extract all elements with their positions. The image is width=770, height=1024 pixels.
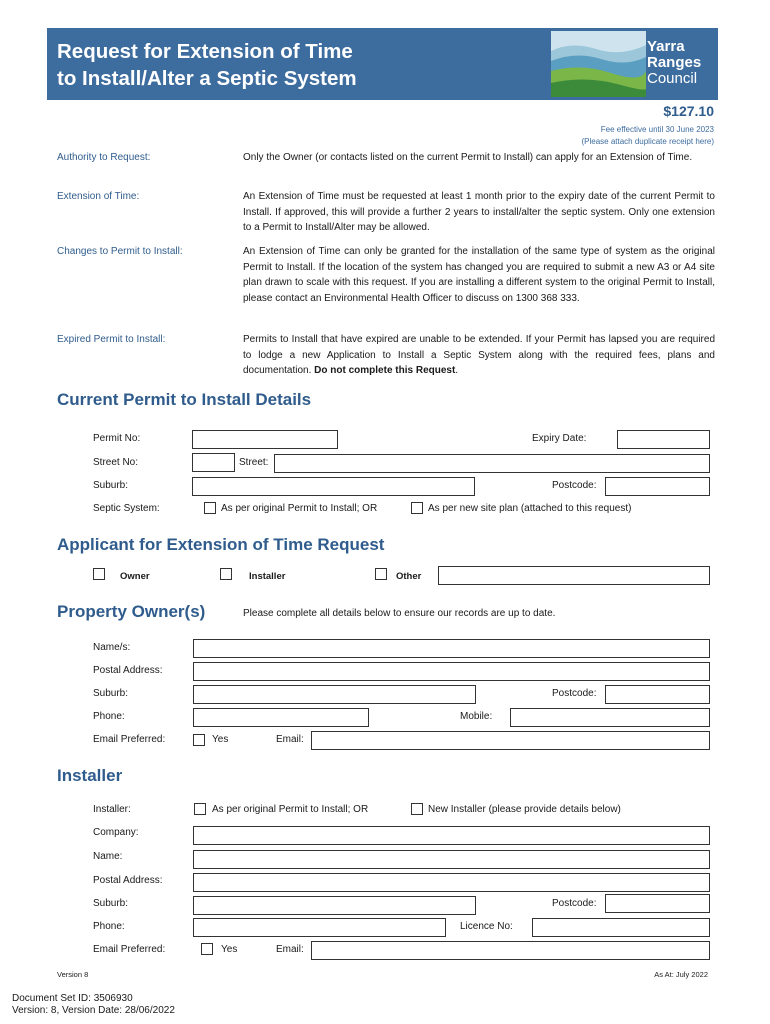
suburb-input[interactable] bbox=[192, 477, 475, 496]
installer-heading: Installer bbox=[57, 766, 123, 785]
owner-mobile-input[interactable] bbox=[510, 708, 710, 727]
document-version: Version: 8, Version Date: 28/06/2022 bbox=[12, 1005, 175, 1016]
installer-email-input[interactable] bbox=[311, 941, 710, 960]
suburb-label: Suburb: bbox=[93, 480, 129, 491]
licence-input[interactable] bbox=[532, 918, 710, 937]
title-line-2: to Install/Alter a Septic System bbox=[57, 67, 357, 90]
logo-text bbox=[647, 39, 701, 87]
owner-suburb-label: Suburb: bbox=[93, 688, 129, 699]
property-owner-heading: Property Owner(s) bbox=[57, 602, 206, 621]
expired-label: Expired Permit to Install: bbox=[57, 334, 166, 345]
licence-label: Licence No: bbox=[460, 921, 513, 932]
as-at-label: As At: July 2022 bbox=[654, 970, 708, 979]
permit-no-input[interactable] bbox=[192, 430, 338, 449]
owner-names-label: Name/s: bbox=[93, 642, 131, 653]
owner-email-input[interactable] bbox=[311, 731, 710, 750]
installer-checkbox[interactable] bbox=[220, 568, 232, 580]
fee-note-receipt: (Please attach duplicate receipt here) bbox=[581, 137, 714, 146]
expired-text: Permits to Install that have expired are unable to be extended. If your Permit has lapsed you are required to lodge a new Application to Install a Septic System along with the required fees, plans and documentation. Do not complete this Request. bbox=[243, 334, 715, 376]
installer-email-label: Email: bbox=[276, 944, 304, 955]
installer-name-input[interactable] bbox=[193, 850, 710, 869]
installer-email-pref-label: Email Preferred: bbox=[93, 944, 166, 955]
installer-name-label: Name: bbox=[93, 851, 123, 862]
extension-label: Extension of Time: bbox=[57, 191, 140, 202]
installer-postal-label: Postal Address: bbox=[93, 875, 163, 886]
installer-postcode-input[interactable] bbox=[605, 894, 710, 913]
logo-text-ranges: Ranges bbox=[647, 54, 702, 71]
installer-suburb-label: Suburb: bbox=[93, 898, 129, 909]
owner-email-label: Email: bbox=[276, 734, 304, 745]
council-logo bbox=[551, 31, 713, 97]
owner-checkbox[interactable] bbox=[93, 568, 105, 580]
other-checkbox[interactable] bbox=[375, 568, 387, 580]
installer-label: Installer bbox=[249, 571, 286, 582]
fee-note-effective: Fee effective until 30 June 2023 bbox=[600, 125, 714, 134]
owner-label: Owner bbox=[120, 571, 150, 582]
installer-email-yes-label: Yes bbox=[221, 944, 238, 955]
installer-email-yes-checkbox[interactable] bbox=[201, 943, 213, 955]
document-set-id: Document Set ID: 3506930 bbox=[12, 993, 133, 1004]
expiry-date-label: Expiry Date: bbox=[532, 433, 587, 444]
installer-postcode-label: Postcode: bbox=[552, 898, 597, 909]
septic-original-label: As per original Permit to Install; OR bbox=[221, 503, 378, 514]
installer-suburb-input[interactable] bbox=[193, 896, 476, 915]
owner-phone-input[interactable] bbox=[193, 708, 369, 727]
authority-text: Only the Owner (or contacts listed on the current Permit to Install) can apply for an Extension of Time. bbox=[243, 152, 693, 163]
owner-suburb-input[interactable] bbox=[193, 685, 476, 704]
page-title bbox=[57, 38, 357, 92]
owner-postcode-label: Postcode: bbox=[552, 688, 597, 699]
street-label: Street: bbox=[239, 457, 269, 468]
street-no-input[interactable] bbox=[192, 453, 235, 472]
owner-names-input[interactable] bbox=[193, 639, 710, 658]
current-permit-heading: Current Permit to Install Details bbox=[57, 390, 312, 409]
fee-note bbox=[581, 124, 714, 148]
installer-original-checkbox[interactable] bbox=[194, 803, 206, 815]
company-input[interactable] bbox=[193, 826, 710, 845]
title-line-1: Request for Extension of Time bbox=[57, 40, 353, 63]
property-owner-note: Please complete all details below to ensure our records are up to date. bbox=[243, 608, 556, 619]
expiry-date-input[interactable] bbox=[617, 430, 710, 449]
applicant-heading: Applicant for Extension of Time Request bbox=[57, 535, 385, 554]
owner-postal-label: Postal Address: bbox=[93, 665, 163, 676]
expired-text-body: Permits to Install that have expired are unable to be extended. If your Permit has lapsed you are required to lodge a new Application to Install a Septic System along with the required fees, plans and documentation. bbox=[243, 334, 715, 376]
installer-label-row: Installer: bbox=[93, 804, 131, 815]
installer-original-label: As per original Permit to Install; OR bbox=[212, 804, 369, 815]
septic-system-label: Septic System: bbox=[93, 503, 160, 514]
other-label: Other bbox=[396, 571, 422, 582]
septic-original-checkbox[interactable] bbox=[204, 502, 216, 514]
owner-email-yes-checkbox[interactable] bbox=[193, 734, 205, 746]
company-label: Company: bbox=[93, 827, 139, 838]
street-input[interactable] bbox=[274, 454, 710, 473]
installer-new-label: New Installer (please provide details below) bbox=[428, 804, 621, 815]
expired-text-bold: Do not complete this Request bbox=[314, 365, 456, 376]
version-label: Version 8 bbox=[57, 970, 89, 979]
installer-postal-input[interactable] bbox=[193, 873, 710, 892]
installer-phone-label: Phone: bbox=[93, 921, 125, 932]
owner-postcode-input[interactable] bbox=[605, 685, 710, 704]
owner-mobile-label: Mobile: bbox=[460, 711, 493, 722]
owner-postal-input[interactable] bbox=[193, 662, 710, 681]
logo-text-council: Council bbox=[647, 70, 698, 87]
installer-new-checkbox[interactable] bbox=[411, 803, 423, 815]
septic-new-plan-checkbox[interactable] bbox=[411, 502, 423, 514]
postcode-label: Postcode: bbox=[552, 480, 597, 491]
document-id bbox=[12, 993, 175, 1017]
owner-email-pref-label: Email Preferred: bbox=[93, 734, 166, 745]
installer-phone-input[interactable] bbox=[193, 918, 446, 937]
fee-amount: $127.10 bbox=[663, 103, 714, 119]
changes-text: An Extension of Time can only be granted for the installation of the same type of system as the original Permit to Install. If the location of the system has changed you are required to submit a new A3 or A4 site plan drawn to scale with this request. If you are installing a different system to the original Permit to Install, please contact an Environmental Health Officer to discuss on 1300 368 333. bbox=[243, 246, 715, 304]
header-banner bbox=[47, 28, 718, 100]
logo-text-yarra: Yarra bbox=[647, 38, 685, 55]
authority-label: Authority to Request: bbox=[57, 152, 151, 163]
extension-text: An Extension of Time must be requested at least 1 month prior to the expiry date of the current Permit to Install. If approved, this will provide a further 2 years to install/alter the septic system. Only one extension to a Permit to Install/Alter may be allowed. bbox=[243, 191, 715, 233]
changes-label: Changes to Permit to Install: bbox=[57, 246, 183, 257]
postcode-input[interactable] bbox=[605, 477, 710, 496]
other-input[interactable] bbox=[438, 566, 710, 585]
owner-phone-label: Phone: bbox=[93, 711, 125, 722]
permit-no-label: Permit No: bbox=[93, 433, 141, 444]
septic-new-plan-label: As per new site plan (attached to this request) bbox=[428, 503, 632, 514]
owner-email-yes-label: Yes bbox=[212, 734, 229, 745]
street-no-label: Street No: bbox=[93, 457, 139, 468]
